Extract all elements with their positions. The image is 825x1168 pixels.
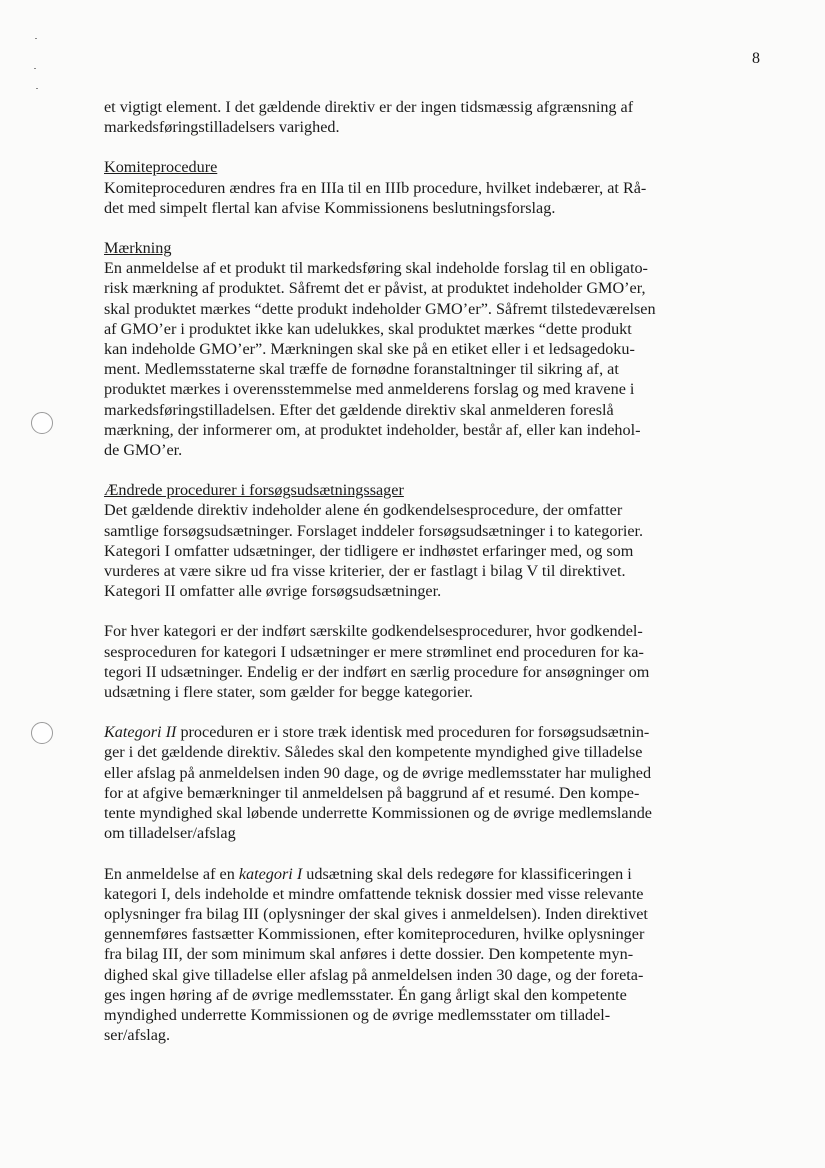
section-aendrede-procedurer: Ændrede procedurer i forsøgsudsætningssager Det gældende direktiv indeholder alene én godkendelsesprocedure, der omfatter samtlige forsøgsudsætninger. Forslaget inddeler forsøgsudsætninger i to kategorier. Kategori I omfatter udsætninger, der tidligere er indhøstet erfaringer med, og som vurderes at være sikre ud fra visse kriterier, der er fastlagt i bilag V til direktivet. Kategori II omfatter alle øvrige forsøgsudsætninger. bbox=[104, 481, 644, 601]
punch-hole-lower bbox=[31, 722, 53, 744]
margin-mark bbox=[36, 88, 38, 89]
section-maerkning: Mærkning En anmeldelse af et produkt til markedsføring skal indeholde forslag til en obligato- risk mærkning af produktet. Såfremt det er påvist, at produktet indeholder GMO’er, skal produktet mærkes “dette produkt indeholder GMO’er”. Såfremt tilstedeværelsen af GMO’er i produktet ikke kan udelukkes, skal produktet mærkes “dette produkt kan indeholde GMO’er”. Mærkningen skal ske på en etiket eller i et ledsagedoku- ment. Medlemsstaterne skal træffe de fornødne foranstaltninger til sikring af, at produktet mærkes i overensstemmelse med anmelderens forslag og med kravene i markedsføringstilladelsen. Efter det gældende direktiv skal anmelderen foreslå mærkning, der informerer om, at produktet indeholder, består af, eller kan indehol- de GMO’er. bbox=[104, 239, 656, 460]
page-number: 8 bbox=[752, 50, 760, 67]
emphasis-kategori-ii: Kategori II bbox=[104, 723, 177, 742]
document-body bbox=[104, 97, 760, 1045]
section-heading: Komiteprocedure bbox=[104, 158, 218, 177]
section-heading: Mærkning bbox=[104, 239, 172, 258]
paragraph-kategori-ii: Kategori II proceduren er i store træk identisk med proceduren for forsøgsudsætnin- ger i det gældende direktiv. Således skal den kompetente myndighed give tilladelse eller afslag på anmeldelsen inden 90 dage, og de øvrige medlemsstater har mulighed for at afgive bemærkninger til anmeldelsen på baggrund af et resumé. Den kompe- tente myndighed skal løbende underrette Kommissionen og de øvrige medlemslande om tilladelser/afslag bbox=[104, 723, 652, 843]
section-heading: Ændrede procedurer i forsøgsudsætningssager bbox=[104, 481, 404, 500]
section-komiteprocedure: Komiteprocedure Komiteproceduren ændres fra en IIIa til en IIIb procedure, hvilket indebærer, at Rå- det med simpelt flertal kan afvise Kommissionens beslutningsforslag. bbox=[104, 158, 647, 217]
punch-hole-upper bbox=[31, 412, 53, 434]
margin-mark bbox=[34, 68, 36, 69]
paragraph-kategori-i: En anmeldelse af en kategori I udsætning skal dels redegøre for klassificeringen i kategori I, dels indeholde et mindre omfattende teknisk dossier med visse relevante oplysninger fra bilag III (oplysninger der skal gives i anmeldelsen). Inden direktivet gennemføres fastsætter Kommissionen, efter komiteproceduren, hvilke oplysninger fra bilag III, der som minimum skal anføres i dette dossier. Den kompetente myn- dighed skal give tilladelse eller afslag på anmeldelsen inden 30 dage, og der foreta- ges ingen høring af de øvrige medlemsstater. Én gang årligt skal den kompetente myndighed underrette Kommissionen og de øvrige medlemsstater om tilladel- ser/afslag. bbox=[104, 864, 648, 1045]
emphasis-kategori-i: kategori I bbox=[238, 864, 303, 883]
intro-paragraph: et vigtigt element. I det gældende direktiv er der ingen tidsmæssig afgrænsning af markedsføringstilladelsers varighed. bbox=[104, 98, 634, 137]
paragraph-categories: For hver kategori er der indført særskilte godkendelsesprocedurer, hvor godkendel- sesproceduren for kategori I udsætninger er mere strømlinet end proceduren for ka- tegori II udsætninger. Endelig er der indført en særlig procedure for ansøgninger om udsætning i flere stater, som gælder for begge kategorier. bbox=[104, 622, 650, 702]
margin-mark bbox=[35, 38, 37, 39]
